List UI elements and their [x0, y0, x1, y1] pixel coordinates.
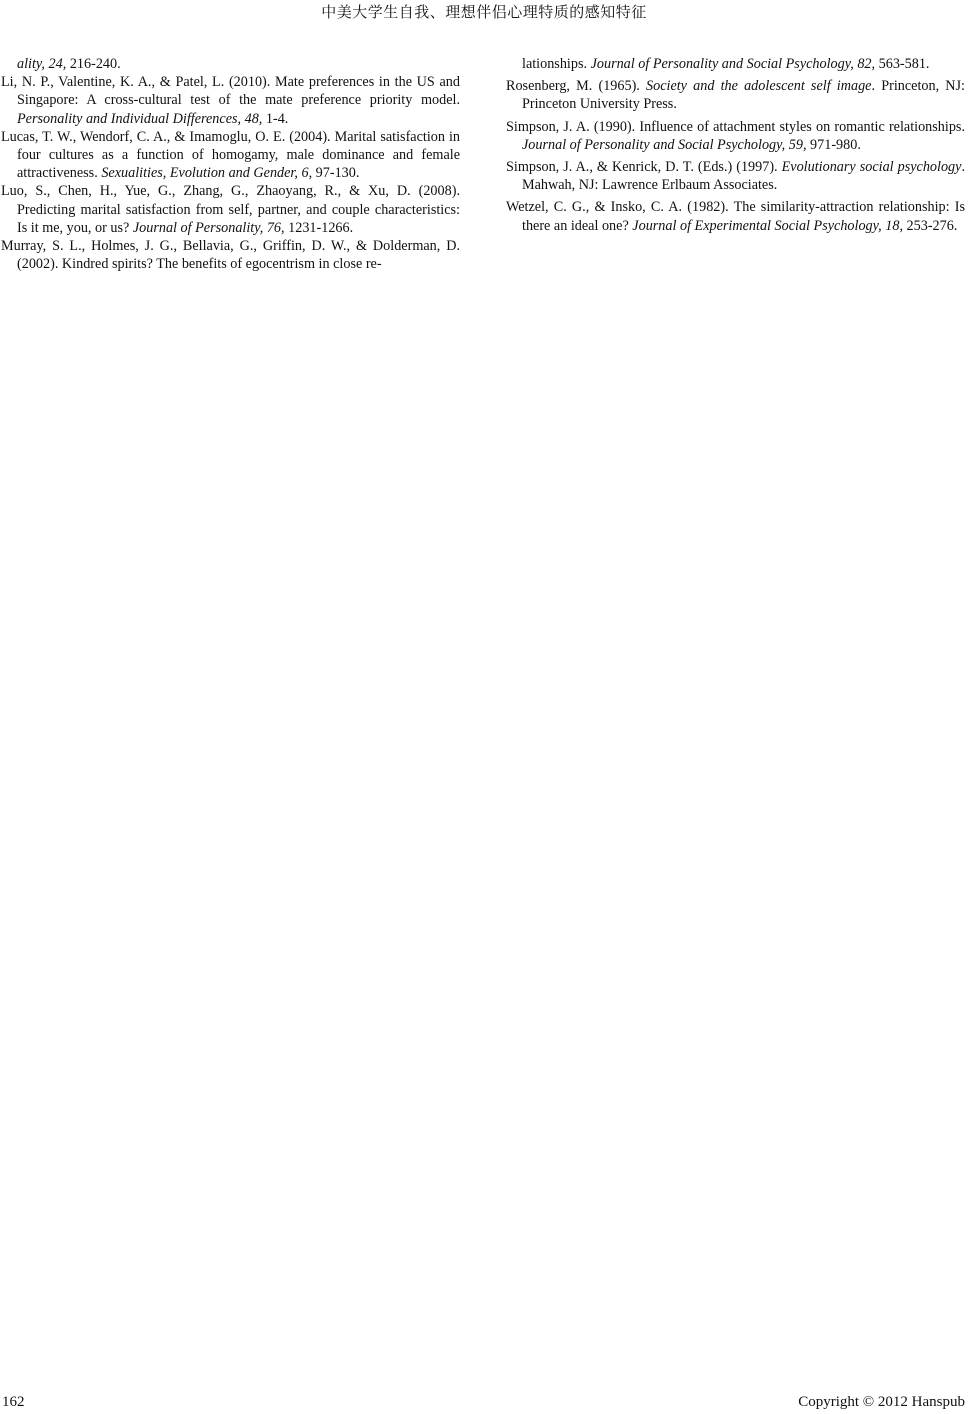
reference-text-segment: 253-276.	[903, 217, 958, 234]
reference-italic-segment: Journal of Personality and Social Psychology, 82,	[590, 56, 876, 72]
reference-entry	[1, 73, 460, 128]
reference-entry	[1, 128, 460, 183]
reference-text-segment: 1231-1266.	[284, 219, 354, 236]
reference-text-segment: Lucas, T. W., Wendorf, C. A., & Imamoglu, O. E. (2004). Marital satisfaction in four cultures as a function of homogamy, male dominance and female attractiveness.	[1, 128, 460, 182]
reference-continuation	[506, 55, 965, 73]
reference-text-segment: 563-581.	[875, 56, 930, 72]
reference-text-segment: Simpson, J. A., & Kenrick, D. T. (Eds.) (1997).	[506, 159, 782, 176]
reference-text-segment: Wetzel, C. G., & Insko, C. A. (1982). The similarity-attraction relationship: Is there an ideal one?	[506, 199, 965, 234]
reference-text-segment: lationships.	[522, 56, 591, 72]
references-right-column	[506, 55, 965, 235]
reference-text-segment: Simpson, J. A. (1990). Influence of attachment styles on romantic relationships.	[506, 118, 965, 135]
reference-entry	[1, 237, 460, 273]
reference-text-segment: Luo, S., Chen, H., Yue, G., Zhang, G., Zhaoyang, R., & Xu, D. (2008). Predicting marital satisfaction from self, partner, and couple characteristics: Is it me, you, or us?	[1, 183, 460, 236]
reference-italic-segment: Sexualities, Evolution and Gender, 6,	[101, 165, 313, 182]
reference-text-segment: . Princeton, NJ: Princeton University Press.	[522, 78, 965, 113]
page-number: 162	[2, 1394, 25, 1410]
reference-text-segment: Li, N. P., Valentine, K. A., & Patel, L. (2010). Mate preferences in the US and Singapore: A cross-cultural test of the mate preference priority model.	[1, 74, 460, 109]
reference-italic-segment: Journal of Personality, 76,	[132, 219, 285, 236]
references-left-column	[1, 55, 460, 273]
reference-entry	[506, 77, 965, 113]
reference-text-segment: 1-4.	[262, 110, 289, 127]
reference-continuation	[1, 55, 460, 73]
reference-italic-segment: Journal of Personality and Social Psychology, 59,	[522, 136, 807, 153]
reference-text-segment: 97-130.	[312, 165, 360, 182]
reference-text-segment: 216-240.	[66, 56, 121, 72]
reference-italic-segment: ality, 24,	[17, 56, 67, 72]
reference-entry	[506, 118, 965, 154]
reference-entry	[1, 182, 460, 237]
reference-italic-segment: Evolutionary social psychology	[781, 159, 962, 176]
reference-italic-segment: Personality and Individual Differences, 48,	[17, 110, 263, 127]
reference-text-segment: . Mahwah, NJ: Lawrence Erlbaum Associates.	[522, 159, 965, 194]
running-title: 中美大学生自我、理想伴侣心理特质的感知特征	[321, 3, 647, 21]
reference-entry	[506, 158, 965, 194]
reference-entry	[506, 198, 965, 234]
copyright-notice: Copyright © 2012 Hanspub	[798, 1394, 965, 1410]
reference-italic-segment: Society and the adolescent self image	[646, 78, 872, 95]
reference-italic-segment: Journal of Experimental Social Psychology, 18,	[632, 217, 903, 234]
reference-text-segment: 971-980.	[806, 136, 861, 153]
reference-text-segment: Murray, S. L., Holmes, J. G., Bellavia, G., Griffin, D. W., & Dolderman, D. (2002). Kindred spirits? The benefits of egocentrism in close re-	[1, 238, 460, 273]
reference-text-segment: Rosenberg, M. (1965).	[506, 78, 647, 95]
